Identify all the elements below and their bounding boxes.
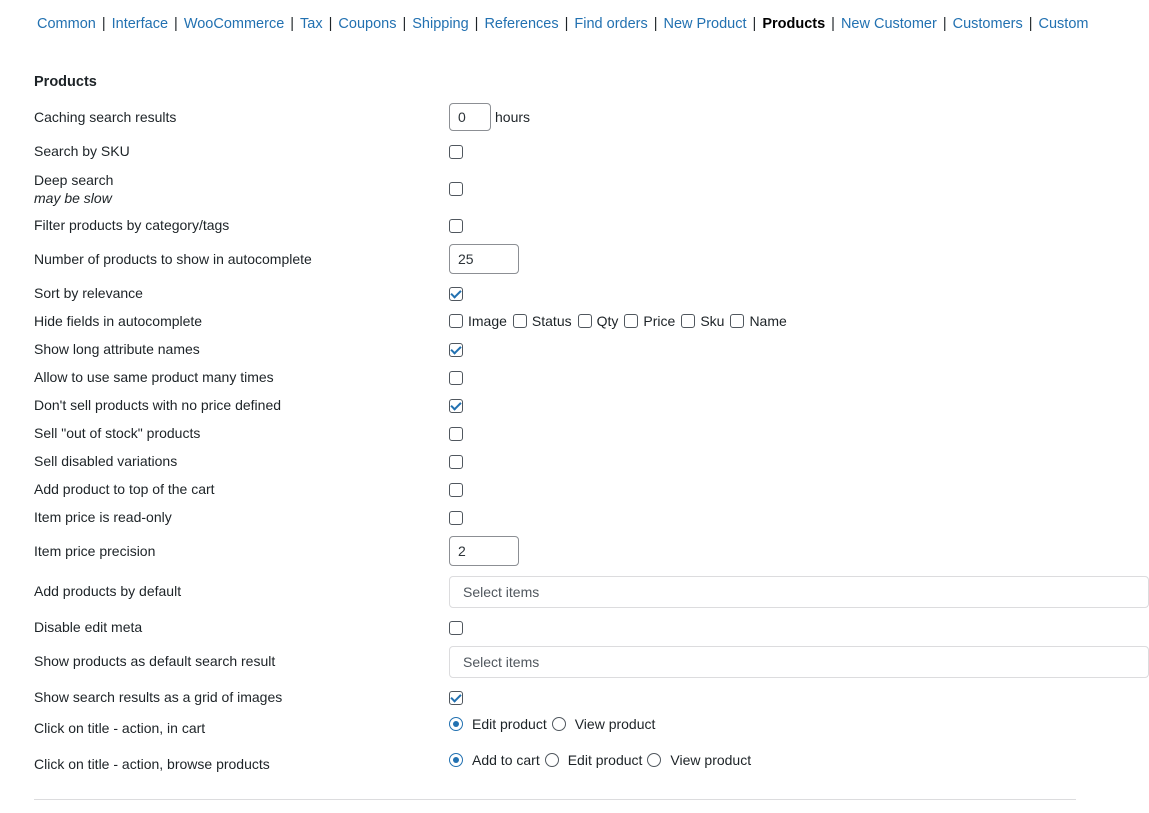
nav-tab-woocommerce[interactable]: WooCommerce: [183, 16, 285, 32]
long-attr-names-label: Show long attribute names: [34, 341, 200, 357]
hide-field-qty-checkbox[interactable]: [578, 314, 592, 328]
nav-tab-interface[interactable]: Interface: [111, 16, 169, 32]
row-price-precision: [34, 536, 1076, 566]
hide-field-status-checkbox[interactable]: [513, 314, 527, 328]
row-search-sku: [34, 142, 1076, 160]
nav-tab-products: Products: [762, 16, 826, 32]
disabled-variations-checkbox[interactable]: [449, 455, 463, 469]
filter-category-checkbox[interactable]: [449, 219, 463, 233]
nav-separator: |: [942, 16, 947, 32]
hide-field-name[interactable]: [730, 313, 786, 329]
title-action-browse-edit-product-radio[interactable]: [545, 753, 559, 767]
hide-field-sku[interactable]: [681, 313, 724, 329]
same-product-label: Allow to use same product many times: [34, 369, 274, 385]
price-readonly-label: Item price is read-only: [34, 509, 172, 525]
row-sort-relevance: [34, 284, 1076, 302]
row-caching: [34, 103, 1076, 131]
title-action-cart-view-product-label: View product: [574, 716, 656, 732]
autocomplete-count-input[interactable]: [449, 244, 519, 274]
deep-search-label-text: Deep search: [34, 172, 114, 188]
row-price-readonly: [34, 508, 1076, 526]
long-attr-names-checkbox[interactable]: [449, 343, 463, 357]
price-precision-input[interactable]: [449, 536, 519, 566]
nav-tab-find-orders[interactable]: Find orders: [574, 16, 648, 32]
filter-category-label: Filter products by category/tags: [34, 217, 230, 233]
title-action-browse-add-to-cart[interactable]: [449, 752, 545, 768]
hide-field-status-label: Status: [531, 313, 572, 329]
title-action-browse-view-product-label: View product: [670, 752, 752, 768]
hide-fields-label: Hide fields in autocomplete: [34, 313, 203, 329]
add-by-default-select[interactable]: [449, 576, 1149, 608]
caching-unit: hours: [495, 109, 531, 125]
deep-search-note: may be slow: [34, 190, 112, 206]
disable-edit-meta-label: Disable edit meta: [34, 619, 143, 635]
search-sku-label: Search by SKU: [34, 143, 130, 159]
autocomplete-count-label: Number of products to show in autocomplete: [34, 251, 312, 267]
grid-images-checkbox[interactable]: [449, 691, 463, 705]
title-action-cart-view-product-radio[interactable]: [552, 717, 566, 731]
hide-field-qty-label: Qty: [596, 313, 619, 329]
nav-tab-tax[interactable]: Tax: [300, 16, 323, 32]
price-readonly-checkbox[interactable]: [449, 511, 463, 525]
hide-field-price-label: Price: [643, 313, 676, 329]
no-price-checkbox[interactable]: [449, 399, 463, 413]
hide-field-name-label: Name: [749, 313, 787, 329]
nav-separator: |: [653, 16, 658, 32]
grid-images-label: Show search results as a grid of images: [34, 689, 283, 705]
add-by-default-label: Add products by default: [34, 583, 182, 599]
row-top-of-cart: [34, 480, 1076, 498]
title-action-browse-view-product[interactable]: [647, 752, 756, 768]
settings-tabs-nav: [37, 14, 1088, 34]
nav-separator: |: [328, 16, 333, 32]
title-action-cart-label: Click on title - action, in cart: [34, 720, 206, 736]
row-title-action-cart: [34, 716, 1076, 736]
row-filter-category: [34, 216, 1076, 234]
sort-relevance-label: Sort by relevance: [34, 285, 143, 301]
caching-label: Caching search results: [34, 109, 177, 125]
row-default-search-result: [34, 646, 1076, 678]
title-action-browse-edit-product[interactable]: [545, 752, 648, 768]
nav-separator: |: [474, 16, 479, 32]
row-disabled-variations: [34, 452, 1076, 470]
hide-field-status[interactable]: [513, 313, 572, 329]
nav-tab-customers[interactable]: Customers: [952, 16, 1023, 32]
section-title: Products: [34, 74, 97, 90]
nav-tab-common[interactable]: Common: [37, 16, 96, 32]
same-product-checkbox[interactable]: [449, 371, 463, 385]
hide-fields-options: [449, 313, 793, 329]
hide-field-sku-label: Sku: [700, 313, 725, 329]
add-by-default-placeholder: Select items: [463, 584, 540, 600]
title-action-browse-label: Click on title - action, browse products: [34, 756, 270, 772]
hide-field-image-checkbox[interactable]: [449, 314, 463, 328]
price-precision-label: Item price precision: [34, 543, 156, 559]
row-long-attr-names: [34, 340, 1076, 358]
row-grid-images: [34, 688, 1076, 706]
nav-separator: |: [831, 16, 835, 32]
hide-field-price-checkbox[interactable]: [624, 314, 638, 328]
default-search-result-label: Show products as default search result: [34, 653, 276, 669]
nav-tab-new-product[interactable]: New Product: [663, 16, 747, 32]
title-action-cart-view-product[interactable]: [552, 716, 661, 732]
disabled-variations-label: Sell disabled variations: [34, 453, 178, 469]
bottom-divider: [34, 799, 1076, 800]
no-price-label: Don't sell products with no price defined: [34, 397, 282, 413]
nav-separator: |: [1028, 16, 1033, 32]
top-of-cart-label: Add product to top of the cart: [34, 481, 215, 497]
nav-tab-references[interactable]: References: [484, 16, 559, 32]
nav-tab-shipping[interactable]: Shipping: [412, 16, 469, 32]
nav-tab-coupons[interactable]: Coupons: [338, 16, 397, 32]
nav-separator: |: [101, 16, 106, 32]
hide-field-image[interactable]: [449, 313, 507, 329]
title-action-browse-options: [449, 752, 756, 768]
nav-separator: |: [752, 16, 757, 32]
hide-field-image-label: Image: [468, 313, 507, 329]
hide-field-sku-checkbox[interactable]: [681, 314, 695, 328]
hide-field-qty[interactable]: [578, 313, 619, 329]
hide-field-price[interactable]: [624, 313, 675, 329]
nav-tab-new-customer[interactable]: New Customer: [840, 16, 937, 32]
nav-tab-custom[interactable]: Custom: [1038, 16, 1089, 32]
title-action-browse-edit-product-label: Edit product: [567, 752, 643, 768]
row-same-product: [34, 368, 1076, 386]
row-disable-edit-meta: [34, 618, 1076, 636]
row-title-action-browse: [34, 752, 1076, 772]
title-action-browse-add-to-cart-radio[interactable]: [449, 753, 463, 767]
hide-field-name-checkbox[interactable]: [730, 314, 744, 328]
caching-hours-input[interactable]: [449, 103, 491, 131]
search-sku-checkbox[interactable]: [449, 145, 463, 159]
default-search-result-select[interactable]: [449, 646, 1149, 678]
title-action-cart-edit-product-label: Edit product: [472, 716, 547, 732]
default-search-result-placeholder: Select items: [463, 654, 540, 670]
nav-separator: |: [564, 16, 569, 32]
row-add-by-default: [34, 576, 1076, 608]
out-of-stock-checkbox[interactable]: [449, 427, 463, 441]
row-no-price: [34, 396, 1076, 414]
nav-separator: |: [290, 16, 295, 32]
title-action-cart-options: [449, 716, 660, 732]
title-action-cart-edit-product[interactable]: [449, 716, 552, 732]
deep-search-label: [34, 171, 113, 207]
deep-search-checkbox[interactable]: [449, 182, 463, 196]
row-deep-search: [34, 170, 1076, 206]
row-hide-fields: [34, 312, 1076, 330]
title-action-browse-add-to-cart-label: Add to cart: [472, 752, 540, 768]
out-of-stock-label: Sell "out of stock" products: [34, 425, 201, 441]
nav-separator: |: [402, 16, 407, 32]
sort-relevance-checkbox[interactable]: [449, 287, 463, 301]
nav-separator: |: [174, 16, 178, 32]
disable-edit-meta-checkbox[interactable]: [449, 621, 463, 635]
row-autocomplete-count: [34, 244, 1076, 274]
top-of-cart-checkbox[interactable]: [449, 483, 463, 497]
title-action-cart-edit-product-radio[interactable]: [449, 717, 463, 731]
row-out-of-stock: [34, 424, 1076, 442]
title-action-browse-view-product-radio[interactable]: [647, 753, 661, 767]
